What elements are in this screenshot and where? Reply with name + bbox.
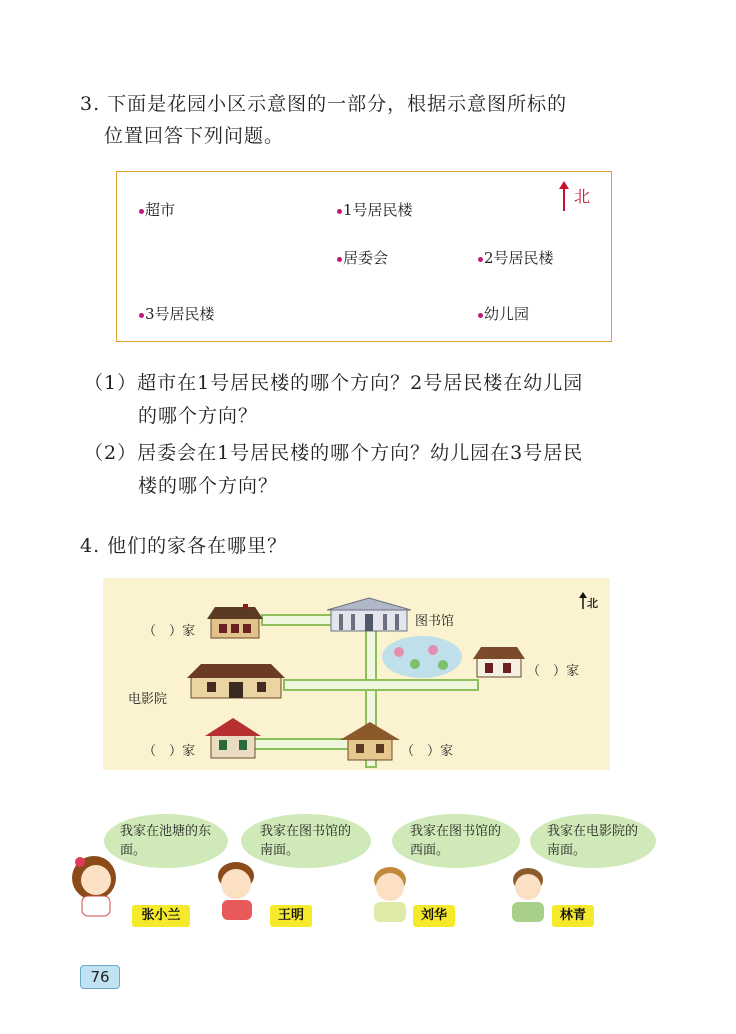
house-bottom-center-icon bbox=[340, 720, 400, 762]
dot-icon bbox=[139, 313, 144, 318]
name-tag-3: 刘华 bbox=[413, 905, 455, 927]
q3-sub2-line2: 楼的哪个方向？ bbox=[138, 475, 279, 497]
place-kindergarten: 幼儿园 bbox=[478, 303, 529, 324]
home-blank-3: （ ）家 bbox=[143, 744, 196, 759]
place-building3: 3号居民楼 bbox=[139, 303, 215, 324]
q4-title: 4. 他们的家各在哪里？ bbox=[80, 535, 288, 557]
library-label: 图书馆 bbox=[415, 614, 455, 629]
pond-icon bbox=[381, 634, 463, 680]
house-bottom-left-icon bbox=[205, 716, 261, 760]
boy-avatar-icon bbox=[208, 856, 264, 922]
neighborhood-map bbox=[103, 578, 610, 770]
place-committee: 居委会 bbox=[337, 247, 388, 268]
community-map bbox=[116, 171, 612, 342]
house-east-icon bbox=[473, 645, 525, 679]
q3-sub1-line2: 的哪个方向？ bbox=[138, 405, 259, 427]
girl-avatar-icon bbox=[66, 852, 122, 918]
north-arrow-small-icon bbox=[579, 592, 587, 610]
q3-line2: 位置回答下列问题。 bbox=[104, 125, 285, 147]
house-top-left-icon bbox=[207, 604, 263, 640]
north-label-small: 北 bbox=[587, 597, 598, 610]
home-blank-2: （ ）家 bbox=[527, 664, 580, 679]
dot-icon bbox=[139, 209, 144, 214]
home-blank-1: （ ）家 bbox=[143, 624, 196, 639]
cinema-label: 电影院 bbox=[128, 692, 168, 707]
boy-avatar-icon bbox=[362, 860, 418, 922]
q3-sub2-line1: （2）居委会在1号居民楼的哪个方向？幼儿园在3号居民 bbox=[84, 442, 584, 464]
place-building1: 1号居民楼 bbox=[337, 199, 413, 220]
cinema-icon bbox=[187, 662, 285, 700]
dot-icon bbox=[337, 257, 342, 262]
home-blank-4: （ ）家 bbox=[401, 744, 454, 759]
library-icon bbox=[327, 597, 411, 633]
page-number: 76 bbox=[80, 965, 120, 989]
name-tag-2: 王明 bbox=[270, 905, 312, 927]
q3-sub1-line1: （1）超市在1号居民楼的哪个方向？2号居民楼在幼儿园 bbox=[84, 372, 584, 394]
place-building2: 2号居民楼 bbox=[478, 247, 554, 268]
road-middle bbox=[283, 679, 479, 691]
dot-icon bbox=[478, 313, 483, 318]
road-top-left bbox=[261, 614, 333, 626]
speech-bubble-1: 我家在池塘的东面。 bbox=[104, 814, 228, 868]
north-label: 北 bbox=[574, 187, 591, 206]
speech-bubble-4: 我家在电影院的南面。 bbox=[530, 814, 656, 868]
north-arrow-icon bbox=[557, 180, 571, 212]
place-supermarket: 超市 bbox=[139, 199, 175, 220]
name-tag-1: 张小兰 bbox=[132, 905, 190, 927]
dot-icon bbox=[478, 257, 483, 262]
boy-avatar-icon bbox=[508, 860, 548, 922]
q3-line1: 3. 下面是花园小区示意图的一部分，根据示意图所标的 bbox=[80, 93, 568, 115]
speech-bubble-3: 我家在图书馆的西面。 bbox=[392, 814, 520, 868]
speech-bubble-2: 我家在图书馆的南面。 bbox=[241, 814, 371, 868]
dot-icon bbox=[337, 209, 342, 214]
name-tag-4: 林青 bbox=[552, 905, 594, 927]
